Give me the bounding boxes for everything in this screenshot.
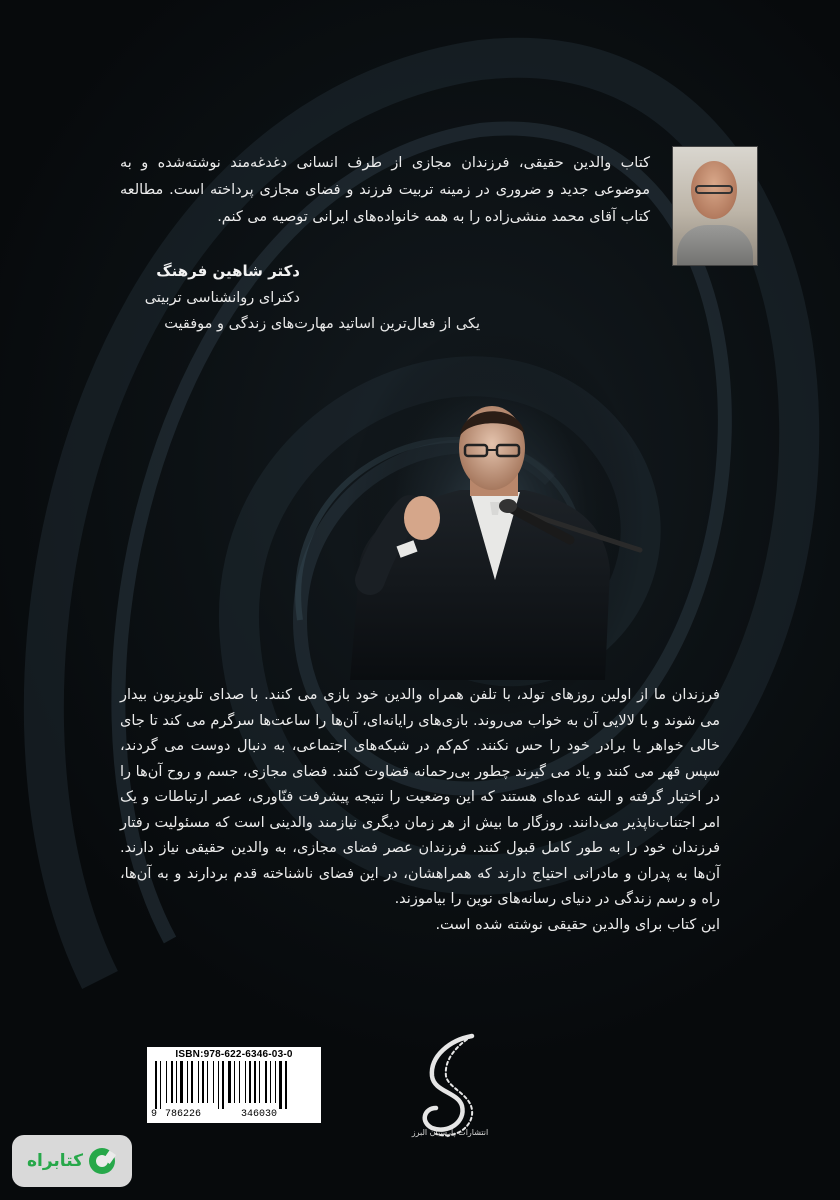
ketabrah-logo-icon xyxy=(87,1146,117,1176)
publisher-name: انتشارات پارسیان البرز xyxy=(411,1128,489,1137)
reviewer-title: دکترای روانشناسی تربیتی xyxy=(144,290,300,306)
barcode-digit-group-2: 346030 xyxy=(241,1109,278,1120)
watermark-label: کتابراه xyxy=(26,1151,84,1171)
ketabrah-watermark xyxy=(12,1135,132,1187)
reviewer-photo xyxy=(672,146,758,266)
book-description xyxy=(120,683,720,938)
description-paragraph: فرزندان ما از اولین روزهای تولد، با تلفن همراه والدین خود بازی می کنند. با صدای تلویزیون بیدار می شوند و با لالایی آن به خواب می‌روند. بازی‌های رایانه‌ای، آن‌ها را ساعت‌ها سرگرم می کند تا جای خالی خواهر یا برادر خود را حس نکنند. کم‌کم در شبکه‌های اجتماعی، به دنبال دوست می گردند، سپس قهر می کنند و یاد می گیرند چطور بی‌رحمانه قضاوت کنند. فضای مجازی، جسم و روح آن‌ها را در اختیار گرفته و البته عده‌ای هستند که این وضعیت را نتیجه پیشرفت فنّاوری، عصر ارتباطات و یک امر اجتناب‌ناپذیر می‌دانند. روزگار ما بیش از هر زمان دیگری نیازمند والدینی است که مسئولیت رفتار فرزندان خود را به طور کامل قبول کنند. فرزندان عصر فضای مجازی، به والدین حقیقی نیاز دارند. آن‌ها به پدران و مادرانی احتیاج دارند که همراهشان، در این فضای ناشناخته قدم بردارند و به آن‌ها، راه و رسم زندگی در دنیای رسانه‌های نوین را بیاموزند. xyxy=(120,687,720,907)
publisher-swirl-logo-icon xyxy=(410,1030,490,1142)
description-closing-line: این کتاب برای والدین حقیقی نوشته شده است. xyxy=(435,916,720,933)
isbn-barcode xyxy=(147,1047,321,1123)
barcode-digit-group-1: 786226 xyxy=(165,1109,202,1120)
reviewer-description: یکی از فعال‌ترین اساتید مهارت‌های زندگی و موفقیت xyxy=(164,316,480,332)
isbn-number: ISBN:978-622-6346-03-0 xyxy=(175,1049,293,1060)
author-speaking-photo xyxy=(330,390,650,680)
barcode-digits xyxy=(151,1109,317,1120)
review-quote: کتاب والدین حقیقی، فرزندان مجازی از طرف انسانی دغدغه‌مند نوشته‌شده و به موضوعی جدید و ضروری در زمینه تربیت فرزند و فضای مجازی پرداخته است. مطالعه کتاب آقای محمد منشی‌زاده را به همه خانواده‌های ایرانی توصیه می کنم. xyxy=(120,155,650,225)
barcode-bars xyxy=(151,1061,317,1109)
reviewer-name: دکتر شاهین فرهنگ xyxy=(156,262,300,280)
barcode-digit-lead: 9 xyxy=(151,1109,158,1120)
